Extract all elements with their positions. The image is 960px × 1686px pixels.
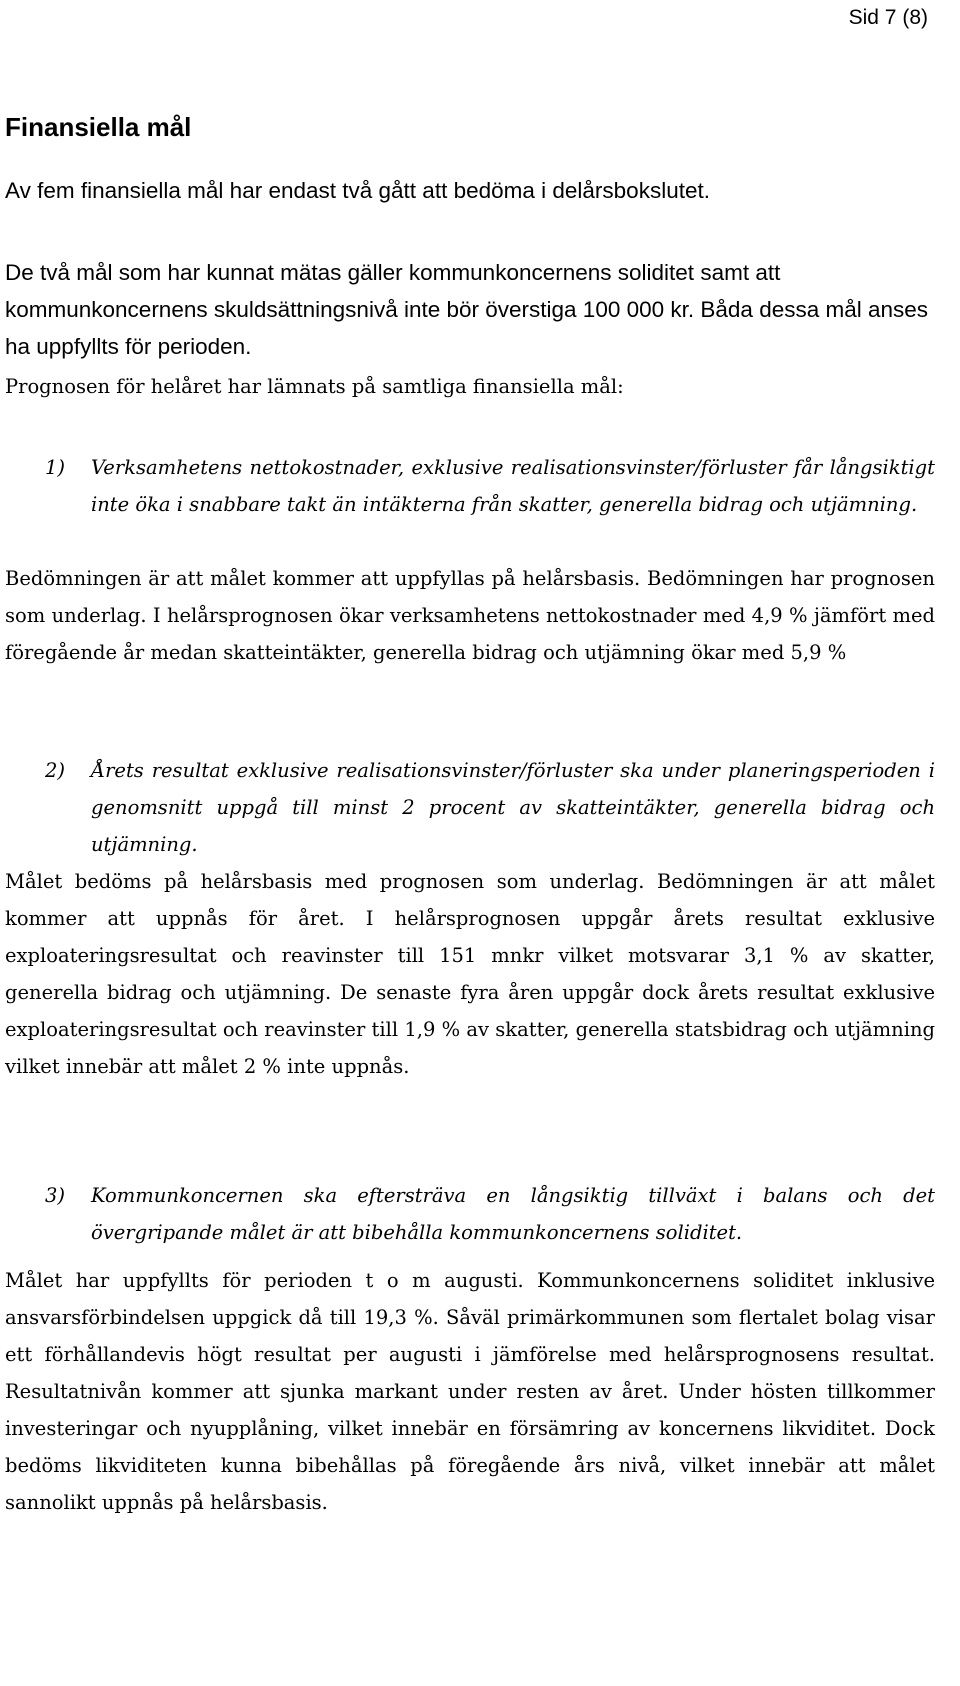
- measured-goals-paragraph: De två mål som har kunnat mätas gäller kommunkoncernens soliditet samt att kommunkoncernens skuldsättningsnivå inte bör överstiga 100 000 kr. Båda dessa mål anses ha uppfyllts för perioden.: [5, 260, 929, 359]
- goal-number: 3): [45, 1184, 66, 1207]
- goal-text: Kommunkoncernen ska eftersträva en långsiktig tillväxt i balans och det övergripande målet är att bibehålla kommunkoncernens soliditet.: [91, 1184, 935, 1244]
- goal-2-assessment: Målet bedöms på helårsbasis med prognosen som underlag. Bedömningen är att målet kommer att uppnås för året. I helårsprognosen uppgår årets resultat exklusive exploateringsresultat och reavinster till 151 mnkr vilket motsvarar 3,1 % av skatter, generella bidrag och utjämning. De senaste fyra åren uppgår dock årets resultat exklusive exploateringsresultat och reavinster till 1,9 % av skatter, generella statsbidrag och utjämning vilket innebär att målet 2 % inte uppnås.: [5, 870, 935, 1078]
- goal-number: 2): [45, 759, 66, 782]
- goal-3: [45, 1177, 935, 1251]
- goal-text: Verksamhetens nettokostnader, exklusive realisationsvinster/förluster får långsiktigt inte öka i snabbare takt än intäkterna från skatter, generella bidrag och utjämning.: [91, 456, 935, 516]
- goal-3-assessment: Målet har uppfyllts för perioden t o m augusti. Kommunkoncernens soliditet inklusive ansvarsförbindelsen uppgick då till 19,3 %. Såväl primärkommunen som flertalet bolag visar ett förhållandevis högt resultat per augusti i jämförelse med helårsprognosens resultat. Resultatnivån kommer att sjunka markant under resten av året. Under hösten tillkommer investeringar och nyupplåning, vilket innebär en försämring av koncernens likviditet. Dock bedöms likviditeten kunna bibehållas på föregående års nivå, vilket innebär att målet sannolikt uppnås på helårsbasis.: [5, 1269, 935, 1514]
- intro-paragraph: Av fem finansiella mål har endast två gått att bedöma i delårsbokslutet.: [5, 178, 710, 203]
- goal-number: 1): [45, 456, 66, 479]
- goal-1: [45, 449, 935, 523]
- page-title: Finansiella mål: [5, 112, 192, 142]
- goal-1-assessment: Bedömningen är att målet kommer att uppfyllas på helårsbasis. Bedömningen har prognosen som underlag. I helårsprognosen ökar verksamhetens nettokostnader med 4,9 % jämfört med föregående år medan skatteintäkter, generella bidrag och utjämning ökar med 5,9 %: [5, 567, 935, 664]
- prognosis-intro: Prognosen för helåret har lämnats på samtliga finansiella mål:: [5, 375, 624, 398]
- goal-text: Årets resultat exklusive realisationsvinster/förluster ska under planeringsperioden i genomsnitt uppgå till minst 2 procent av skatteintäkter, generella bidrag och utjämning.: [91, 759, 935, 856]
- page-number: Sid 7 (8): [848, 6, 928, 29]
- goal-2: [45, 752, 935, 863]
